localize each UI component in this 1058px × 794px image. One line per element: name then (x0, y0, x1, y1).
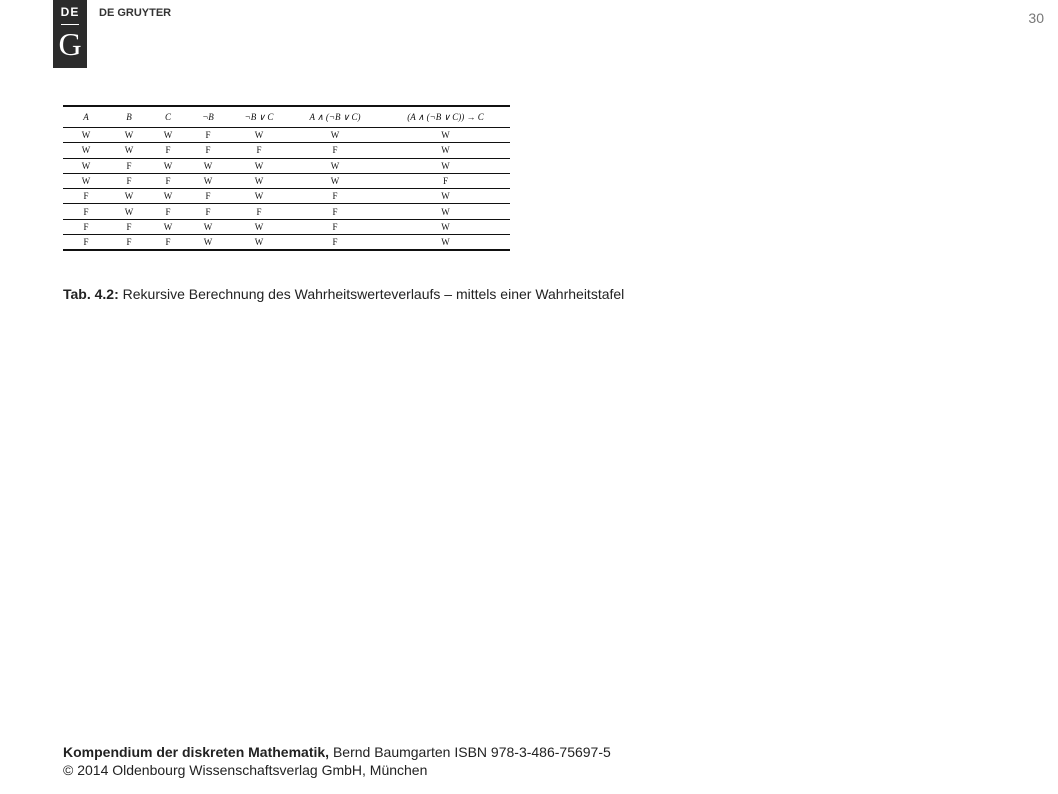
table-cell: F (109, 235, 149, 251)
table-cell: F (63, 235, 109, 251)
column-header: A (63, 106, 109, 128)
table-cell: W (109, 204, 149, 219)
table-cell: F (149, 143, 187, 158)
table-cell: W (63, 128, 109, 143)
table-cell: W (289, 173, 381, 188)
table-cell: F (149, 235, 187, 251)
table-cell: W (381, 235, 510, 251)
table-cell: F (289, 204, 381, 219)
table-cell: W (381, 219, 510, 234)
table-cell: F (187, 204, 229, 219)
table-cell: W (289, 128, 381, 143)
table-cell: W (149, 128, 187, 143)
table-cell: F (229, 204, 289, 219)
table-cell: W (63, 158, 109, 173)
table-cell: W (109, 143, 149, 158)
table-cell: F (229, 143, 289, 158)
table-cell: F (63, 219, 109, 234)
table-cell: W (229, 128, 289, 143)
table-cell: W (109, 189, 149, 204)
table-cell: W (187, 158, 229, 173)
book-details: Bernd Baumgarten ISBN 978-3-486-75697-5 (329, 744, 611, 760)
table-row (63, 204, 510, 219)
book-title: Kompendium der diskreten Mathematik, (63, 744, 330, 760)
table-cell: W (149, 158, 187, 173)
column-header: ¬B ∨ C (229, 106, 289, 128)
table-cell: F (63, 204, 109, 219)
caption-label: Tab. 4.2: (63, 286, 119, 302)
table-cell: W (381, 189, 510, 204)
table-cell: F (289, 219, 381, 234)
logo-g-letter: G (58, 26, 82, 62)
table-cell: W (109, 128, 149, 143)
table-cell: F (63, 189, 109, 204)
table-cell: W (187, 173, 229, 188)
table-cell: F (109, 158, 149, 173)
table-cell: W (187, 235, 229, 251)
table-cell: W (229, 219, 289, 234)
table-cell: F (381, 173, 510, 188)
table-cell: W (229, 235, 289, 251)
table-cell: W (149, 219, 187, 234)
table-cell: W (381, 204, 510, 219)
table-row (63, 173, 510, 188)
table-cell: W (229, 158, 289, 173)
publisher-name: DE GRUYTER (99, 7, 172, 19)
column-header: ¬B (187, 106, 229, 128)
column-header: C (149, 106, 187, 128)
table-row (63, 158, 510, 173)
footer (63, 743, 611, 779)
table-cell: F (187, 128, 229, 143)
citation-line (63, 743, 611, 761)
column-header: A ∧ (¬B ∨ C) (289, 106, 381, 128)
table-cell: W (187, 219, 229, 234)
table-cell: W (381, 158, 510, 173)
table-cell: W (289, 158, 381, 173)
table-cell: W (63, 143, 109, 158)
page-number: 30 (1028, 10, 1044, 26)
table-cell: F (149, 173, 187, 188)
table-header-row (63, 106, 510, 128)
logo-de-text: DE (60, 5, 80, 19)
table-row (63, 235, 510, 251)
column-header: B (109, 106, 149, 128)
table-cell: F (289, 235, 381, 251)
table-cell: F (109, 219, 149, 234)
table-cell: F (187, 143, 229, 158)
table-row (63, 143, 510, 158)
table-cell: W (229, 173, 289, 188)
table-cell: W (229, 189, 289, 204)
table-row (63, 189, 510, 204)
table-cell: F (149, 204, 187, 219)
table-cell: F (109, 173, 149, 188)
caption-text: Rekursive Berechnung des Wahrheitswerteverlaufs – mittels einer Wahrheitstafel (122, 286, 625, 302)
truth-table (63, 105, 510, 251)
table-row (63, 219, 510, 234)
table-cell: W (149, 189, 187, 204)
publisher-logo (53, 0, 87, 68)
table-caption (63, 286, 624, 302)
table-cell: F (289, 189, 381, 204)
table-row (63, 128, 510, 143)
table-cell: W (381, 128, 510, 143)
table-cell: F (289, 143, 381, 158)
table-cell: W (63, 173, 109, 188)
table-cell: F (187, 189, 229, 204)
table-cell: W (381, 143, 510, 158)
copyright-line: © 2014 Oldenbourg Wissenschaftsverlag GmbH, München (63, 762, 428, 778)
column-header: (A ∧ (¬B ∨ C)) → C (381, 106, 510, 128)
